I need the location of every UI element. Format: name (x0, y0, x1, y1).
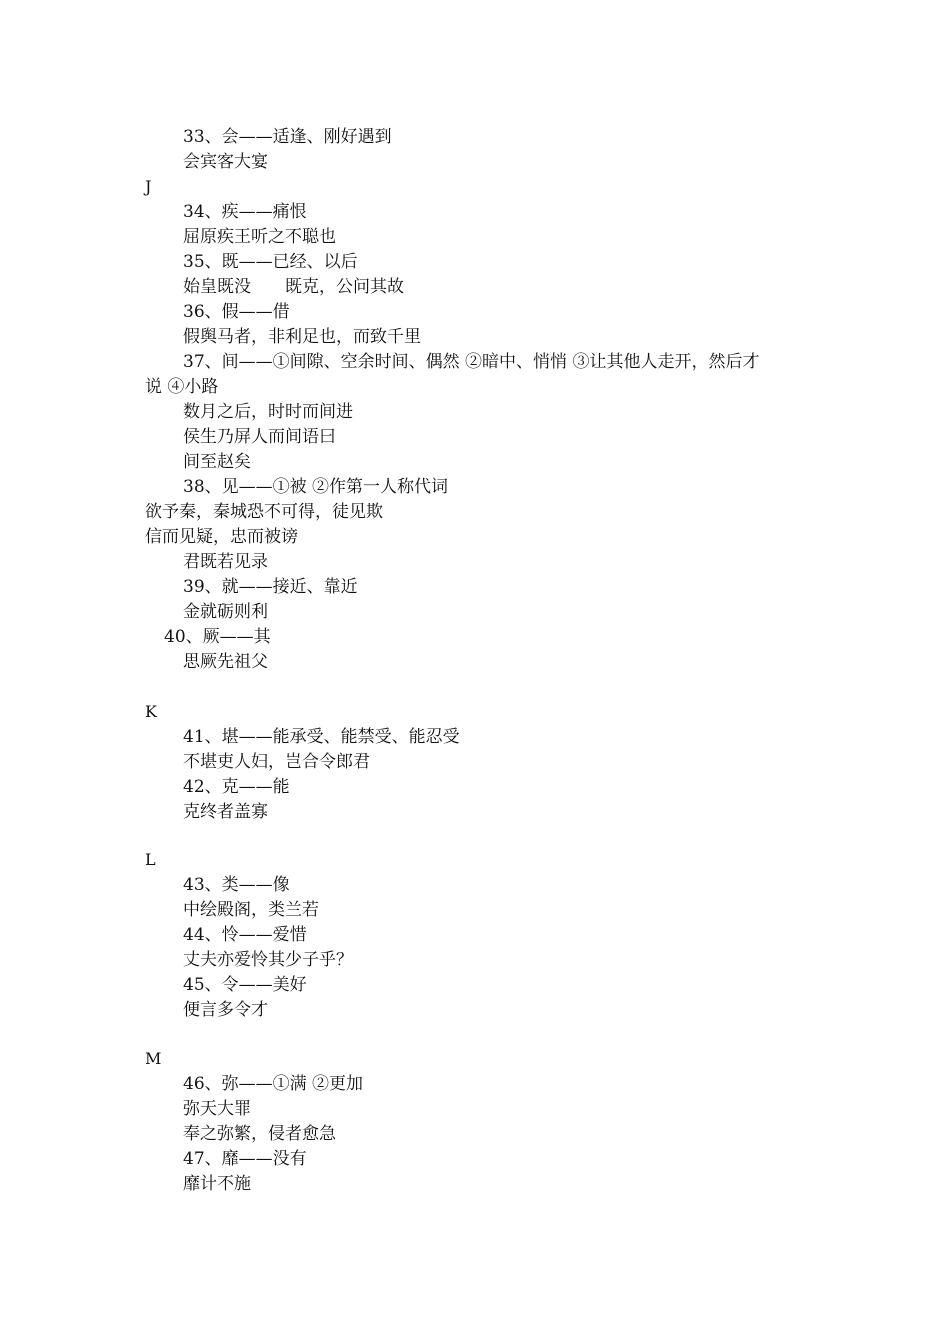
example-sentence: 侯生乃屏人而间语曰 (183, 427, 336, 447)
section-letter-l: L (145, 850, 156, 869)
section-letter-m: M (145, 1049, 162, 1068)
example-sentence: 间至赵矣 (183, 452, 251, 472)
entry-heading-40: 40、厥——其 (164, 627, 271, 647)
example-sentence: 靡计不施 (183, 1174, 251, 1194)
entry-heading-33: 33、会——适逢、刚好遇到 (183, 127, 392, 147)
example-sentence: 奉之弥繁，侵者愈急 (183, 1124, 336, 1144)
entry-heading-37: 37、间——①间隙、空余时间、偶然 ②暗中、悄悄 ③让其他人走开，然后才 (183, 352, 760, 372)
example-sentence: 欲予秦，秦城恐不可得，徒见欺 (145, 502, 383, 522)
entry-heading-38: 38、见——①被 ②作第一人称代词 (183, 477, 449, 497)
entry-heading-39: 39、就——接近、靠近 (183, 577, 358, 597)
example-sentence: 丈夫亦爱怜其少子乎？ (183, 950, 353, 970)
entry-heading-37-continued: 说 ④小路 (145, 377, 219, 397)
example-sentence: 假舆马者，非利足也，而致千里 (183, 327, 421, 347)
entry-heading-44: 44、怜——爱惜 (183, 925, 307, 945)
example-sentence: 数月之后，时时而间进 (183, 402, 353, 422)
entry-heading-34: 34、疾——痛恨 (183, 202, 307, 222)
entry-heading-41: 41、堪——能承受、能禁受、能忍受 (183, 727, 460, 747)
example-sentence: 中绘殿阁，类兰若 (183, 900, 319, 920)
example-sentence: 不堪吏人妇，岂合令郎君 (183, 752, 370, 772)
entry-heading-43: 43、类——像 (183, 875, 290, 895)
section-letter-k: K (145, 702, 157, 721)
entry-heading-35: 35、既——已经、以后 (183, 252, 358, 272)
example-sentence: 金就砺则利 (183, 602, 268, 622)
example-sentence: 克终者盖寡 (183, 802, 268, 822)
example-sentence: 思厥先祖父 (183, 652, 268, 672)
example-sentence: 君既若见录 (183, 552, 268, 572)
example-sentence: 始皇既没 既克，公问其故 (183, 277, 404, 297)
example-sentence: 信而见疑，忠而被谤 (145, 527, 298, 547)
example-sentence: 便言多令才 (183, 1000, 268, 1020)
entry-heading-47: 47、靡——没有 (183, 1149, 307, 1169)
example-sentence: 屈原疾王听之不聪也 (183, 227, 336, 247)
entry-heading-36: 36、假——借 (183, 302, 290, 322)
section-letter-j: J (145, 177, 152, 196)
example-sentence: 会宾客大宴 (183, 152, 268, 172)
entry-heading-45: 45、令——美好 (183, 975, 307, 995)
example-sentence: 弥天大罪 (183, 1099, 251, 1119)
entry-heading-42: 42、克——能 (183, 777, 290, 797)
entry-heading-46: 46、弥——①满 ②更加 (183, 1074, 364, 1094)
